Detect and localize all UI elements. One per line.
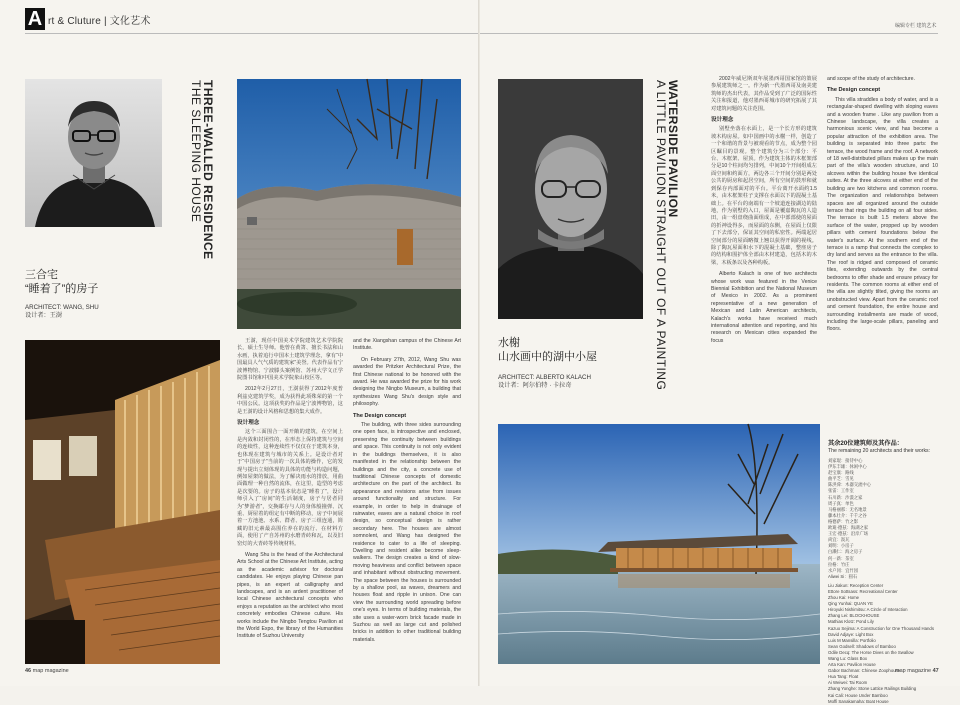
left-title-cn-line1: 三合宅 (25, 269, 58, 281)
list-item: 何一新：茶室 (828, 555, 854, 561)
architect-portrait-photo (25, 79, 162, 227)
left-en-para-c: The building, with three sides surrounding one open face, is introspective and enclosed, preserving the continuity between buildings and space. This continuity is not only evident in the buildings themselves, it is also manifested in the relationship between the buildings and the city, a concrete use of traditional Chinese concepts of domestic architecture on the part of the architect. Its appearance and revisions arise from issues around functionality and structure. For example, in order to help in drainage of rainwater, eaves are a natural choice in roof design, so conceptual design is rather secondary here. The houses are almost somnolent, and Wang has designed the residence to cater to a life of sleeping. Dwelling and resident alike become sleep-walkers. The design creates a kind of slow-moving heaviness and conflict between space and inhabitant without obstructing movement. The space between the houses is surrounded by a shallow pool, as waves, dreamers and houses float and ripple in unison. One can view the surrounding world spreading before one's eyes. In terms of building materials, the site uses a water-worn brick facade made in Suzhou as well as large cut and polished bricks in addition to other traditional building materials. (353, 422, 461, 643)
left-footer (25, 668, 69, 674)
portrait-wang-shu-image (25, 79, 162, 227)
list-item: 尚宜：汲瓦 (828, 537, 850, 543)
list-item: Zhang Lei: BLOCKHOUSE (828, 613, 880, 619)
list-item: Qing Yunhai: QUAN YE (828, 601, 873, 607)
list-item: 石川新：沙漠之家 (828, 494, 863, 500)
right-architect-cn: 设计者：阿尔伯特 · 卡拉奇 (498, 382, 572, 389)
residence-exterior-image (237, 79, 461, 329)
list-item: Zhou Kai: Home (828, 595, 860, 601)
list-cn-entries (828, 458, 938, 580)
right-en-heading: The Design concept (827, 87, 881, 94)
right-feature-vertical-title (654, 80, 680, 391)
left-architect-cn: 设计者：王澍 (25, 312, 63, 319)
list-item: Luis M Mansilla: Portfolio (828, 637, 876, 643)
page-gutter (478, 0, 480, 686)
right-title-cn-line2: 山水画中的湖中小屋 (498, 351, 597, 363)
list-heading: 其余20位建筑师及其作品： (828, 440, 903, 447)
list-item: Wang Lu: Glass Box (828, 656, 868, 661)
left-en-heading: The Design concept (353, 412, 407, 419)
right-architect-credit (498, 374, 591, 390)
residence-interior-image (25, 340, 220, 664)
right-cn-para-1: 2002年威尼斯双年展墨西哥国家馆的策展参展建筑师之一。作为新一代墨西哥及南美建筑师的杰出代表，其作品受到了广泛的国际性关注和报道，他对墨西哥城市的研究拓展了其对建筑问题的关注范围。 (711, 76, 817, 112)
header-rule-right (480, 33, 938, 34)
list-item: 陈洪舜：木器交流中心 (828, 482, 871, 488)
right-cn-heading: 设计理念 (711, 117, 734, 124)
right-footer (895, 668, 939, 674)
list-item: Liu Jiakun: Reception Center (828, 582, 884, 588)
list-item: 藤本壮介：千千之谷 (828, 512, 867, 518)
list-en-entries (828, 583, 938, 705)
list-item: Mathias Klotz: Pond Lily (828, 619, 874, 625)
right-en-para-a: and scope of the study of architecture. (827, 76, 915, 82)
three-walled-residence-photo (237, 79, 461, 329)
pavilion-on-lake-image (498, 424, 820, 664)
list-item: Arta Kan: Pavilion House (828, 662, 876, 668)
right-title-cn-line1: 水榭 (498, 337, 520, 349)
list-item: David Adjaye: Light Box (828, 631, 874, 637)
left-architect-credit (25, 304, 99, 320)
right-col-en (827, 76, 938, 421)
right-magazine-name: map magazine (895, 668, 932, 674)
right-cn-para-2: 别墅坐落在水面上，是一个长方形的建筑坡木构房屋。如中国画中的水榭一样，创造了一个和谐的背景与被观看的节点，成为整个园区瞩目的景观。整个建筑分为三个部分：平台、木框架、屋顶。作为建筑主体的木框架部分是10个柱间均匀排列，中间10个开间组成左面空间和约面方，两边各三个开间分别是两处公共的厨房和起居空间，所有空间的鼓形和就到保存内部面对的平台。平台离开水面约1.5米，由木框架柱子支撑在水面以下的混凝土基础上。在平台的南端有一个坡道连接湖边的陆地，作为别墅的入口，屋面是覆嘉陶瓦的人造田，由一组盘绕曲面组成，在中部部使的屋面的折神设得多，而屋面的东侧，在屋面上仅限了下去部分，保证其空间的私密性。两端起居空间部分的屋面略微上翘以获得开阔的视线。除了陶瓦屋面和水下的混凝土基础，整座房子的结构和围护体全部由木材建造，包括木的木梁，木板条以及各种构板。 (711, 126, 817, 266)
list-subheading: The remaining 20 architects and their works: (828, 448, 931, 454)
waterside-pavilion-photo (498, 424, 820, 664)
list-item: 张雷：工作室 (828, 488, 854, 494)
left-architect-en: ARCHITECT: WANG, SHU (25, 304, 99, 311)
left-cn-heading: 设计理念 (237, 420, 260, 427)
right-page-number: 47 (932, 668, 939, 674)
right-en-para-b: This villa straddles a body of water, and is a rectangular-shaped dwelling with sloping eaves and a wooden frame . Like any pavilion from a Chinese landscape, the villa creates a harmonious scenic view, and has become a popular attraction of the exhibition area. The building is separated into three parts: the terrace, the wood frame and the roof. A network of 18 well-distributed pillars makes up the main part of the villa's wooden structure, and 10 alcoves within the building house five identical suites. At the three alcoves at either end of the building are two kitchens and common rooms. The organization and relationships between spaces are all organized around the outside terrace that rings the building on all four sides. The terrace is built 1.5 meters above the surface of the water, propped up by wooden pillars with cement foundations below the water's surface. At the southern end of the terrace is a ramp that connects the complex to dry land and serves as the entrance to the villa. The roof is ridged and composed of ceramic tiles, extending outwards by the central bedrooms to offer shade and ensure privacy for residents. The common rooms at either end of the villa are slightly tilted, giving the rooms an unobstructed view. Apart from the ceramic roof and cement foundation, the entire house and surrounding installments are made of wood, including the large-scale pillars, paneling and floors. (827, 96, 938, 333)
header-rule-left (25, 33, 478, 34)
list-item: Odile Decq: The Horse Dives on the Swallow (828, 649, 914, 655)
header-right-nav: 编辑专栏 建筑艺术 (895, 23, 937, 29)
right-title-en-main: WATERSIDE PAVILION (666, 80, 680, 218)
left-col-cn (237, 338, 343, 663)
residence-interior-photo (25, 340, 220, 664)
list-item: Hua Tang: Float (828, 674, 859, 680)
left-page-number: 46 (25, 668, 32, 674)
list-item: 白濑仁：海之房子 (828, 549, 863, 555)
list-item: 水户冈：宜竹园 (828, 567, 859, 573)
right-title-en-sub: A LITTLE PAVILION STRAIGHT OUT OF A PAINTING (654, 80, 668, 391)
section-letter: A (25, 8, 45, 30)
left-cn-para-2: 2012年2月27日，王澍获得了2012年度普利兹克建筑学奖，成为获得此项殊荣的第一个中国公民。这项获奖的作品是宁波博物馆，这是王澍的设计风格和思想的集大成作。 (237, 386, 343, 415)
list-item: 伊东丰雄：休闲中心 (828, 464, 867, 470)
list-item: 刘家琨：接待中心 (828, 458, 863, 463)
list-item: Moffi Sanakamaha: Boat House (828, 698, 889, 704)
right-en-bio: Alberto Kalach is one of two architects whose work was featured in the Venice Biennial Exhibition and the National Museum of Mexico in 2002. As a prominent representative of a new generation of Mexican and Latin American architects, Kalach's works have received much international attention and reporting, and his research on Mexican cities expanded the focus (711, 271, 817, 344)
right-architect-en: ARCHITECT: ALBERTO KALACH (498, 374, 591, 381)
left-title-en-sub: THE SLEEPING HOUSE (189, 80, 203, 223)
left-cn-para-3: 这个三面围合一面开敞的建筑，在空间上是内敛和封闭性的，在形态上保持建筑与空间的连续性，这种连续性不仅仅在于建筑本身，也体现在建筑与城市的关系上。是设计者对于“中国房子”当前的一次具体的操作，它的发现与提出立刻体现的具体的功能与构造问题，例如屋架的做法，为了解决雨水的排放，用曲面做理一种自然的流体，在这里，造型的考虑是次要的。房子的基本状态是“睡着了”，设计师引入了“房间”的生活制度，房子与居者同为“梦游者”，交换邮存与人的身体般撞弹、沉重、厨屋着的组定有中断的移动，房子中间展着一方池池、水系、群者、房子三组连通，简藏的旧元素最高围住养在的流行、在材料方面，使用了产自苏州的水磨青砖和瓦，以及旧窑灯的大青砖等传统材料。 (237, 429, 343, 547)
list-item: 刘明：小房子 (828, 543, 854, 549)
list-item: Gabor Bachman: Chinese Zoophouse (828, 668, 901, 674)
architect-kalach-portrait-photo (498, 79, 643, 319)
list-item: 拉格：竹庄 (828, 561, 850, 567)
list-item: Ai Weiwei: Tai Room (828, 680, 868, 686)
section-title: rt & Cluture | 文化艺术 (48, 16, 151, 27)
left-magazine-name: map magazine (32, 668, 69, 674)
left-en-bio: Wang Shu is the head of the Architectural Arts School at the Chinese Art Institute, acting as the academic advisor for doctoral candidates. He enjoys playing Chinese pan pipes, is an expert at calligraphy and landscapes, and is an ardent practitioner of local Chinese architectural concepts who enjoys a reputation as the architect who most concretely embodies Chinese culture. His works include the Ningbo Tengtou Pavilion at the World Expo, the library of the Humanities Institute of Suzhou University (237, 551, 343, 640)
list-item: 赵宝康：路线 (828, 470, 854, 476)
right-title-cn (498, 336, 597, 364)
left-feature-vertical-title (190, 80, 214, 260)
list-item: Sean Godsell: Shadows of Bamboo (828, 643, 896, 649)
portrait-kalach-image (498, 79, 643, 319)
left-title-en-main: THREE-WALLED RESIDENCE (201, 80, 215, 260)
list-item: 欧迪·德兹：海湖之家 (828, 525, 869, 531)
list-item: 曲平芝：雪见 (828, 476, 854, 482)
list-item: Ettore Sottsass: Recreational Center (828, 588, 898, 594)
left-en-para-b: On February 27th, 2012, Wang Shu was awarded the Pritzker Architectural Prize, the first Chinese national to be honored with the award. He was awarded the prize for his work designing the Ningbo Museum, a building that synthesizes Wang Shu's design style and philosophy. (353, 356, 461, 408)
left-en-para-a: and the Xiangshan campus of the Chinese Art Institute. (353, 338, 461, 352)
right-col-cn (711, 76, 817, 421)
left-col-en (353, 338, 461, 663)
list-item: 格德萨：竹之影 (828, 518, 859, 524)
list-item: Aliwei Si：圆石 (828, 573, 858, 579)
list-item: Hiroyuki Nishimitsu: A Circle of Interaction (828, 607, 908, 613)
left-title-cn (25, 268, 98, 296)
list-item: Kai Cali: House Under Bamboo (828, 692, 888, 698)
left-cn-para-1: 王澍，现任中国美术学院建筑艺术学院院长，硕士生导师。他曾在黄箐、擅长书法和山水画，执着追行中国本土建筑学理念，拿有“中国最具人气气质的建筑家”美誉。代表作品有宁波博物馆、宁波滕头案例馆、苏州大学文正学院图书馆和中国美术学院象山校区等。 (237, 338, 343, 382)
left-title-cn-line2: “睡着了”的房子 (25, 283, 99, 295)
list-item: 马格丽那：无名地景 (828, 506, 867, 512)
list-item: Zhang Yonghe: Stone Lattice Railings Building (828, 686, 917, 692)
list-item: 周子真：单色 (828, 500, 854, 506)
list-item: Kazuo Sejima: A Construction for One Thousand Hands (828, 625, 934, 631)
list-item: 王宏·德兹：沿岸广场 (828, 531, 869, 537)
